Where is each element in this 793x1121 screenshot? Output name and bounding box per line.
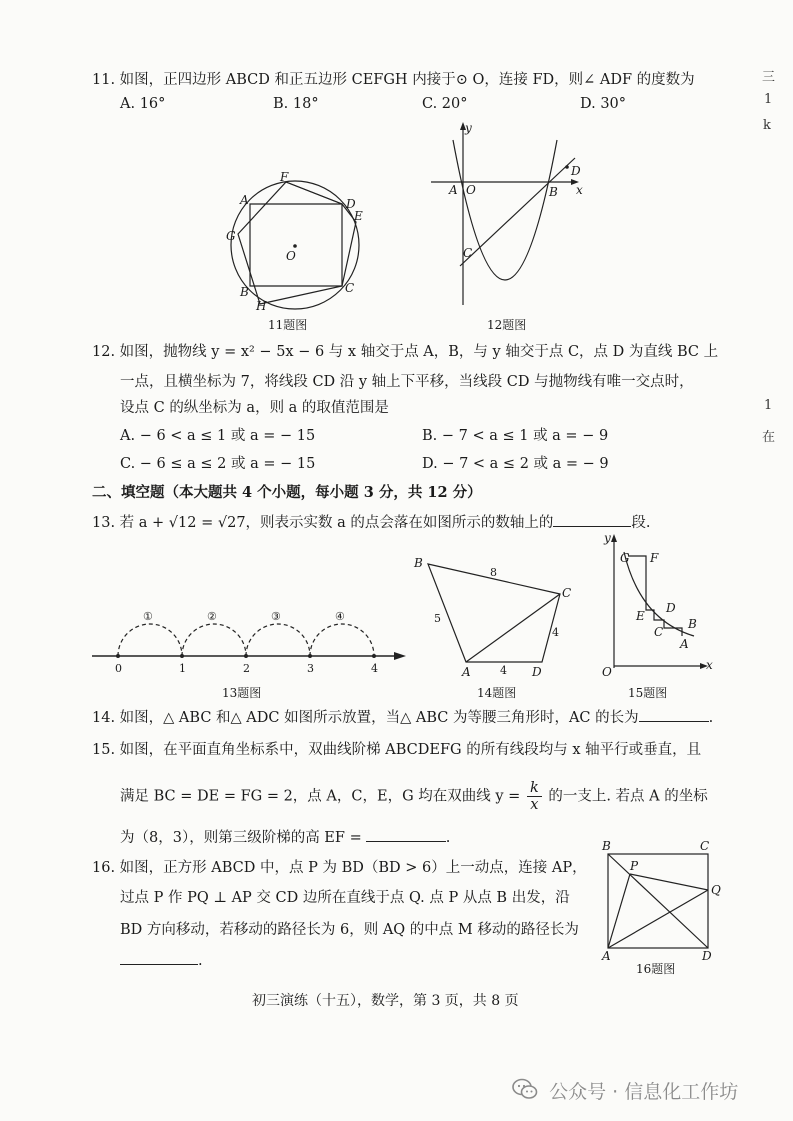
q13-text xyxy=(92,511,651,532)
q16-label-q: Q xyxy=(711,883,721,897)
q13-caption: 13题图 xyxy=(222,686,262,700)
q15-text-line3 xyxy=(120,826,450,847)
q14-length-ab: 5 xyxy=(434,612,441,625)
watermark-text: 公众号 · 信息化工作坊 xyxy=(549,1081,739,1103)
q14-label-b: B xyxy=(414,556,423,570)
watermark xyxy=(512,1077,738,1104)
q11-label-o: O xyxy=(286,249,296,263)
q11-label-h: H xyxy=(256,299,267,313)
q16-label-p: P xyxy=(630,859,639,873)
margin-char-5: 在 xyxy=(762,430,776,445)
margin-char-2: 1 xyxy=(764,92,773,107)
margin-char-3: k xyxy=(763,118,771,133)
q16-label-d: D xyxy=(702,949,712,963)
q13-tick-4: 4 xyxy=(371,662,378,675)
q11-option-c: C. 20° xyxy=(422,96,468,112)
q11-label-c: C xyxy=(345,281,355,295)
q11-option-a: A. 16° xyxy=(120,96,166,112)
q11-text: 11. 如图，正四边形 ABCD 和正五边形 CEFGH 内接于⊙ O，连接 FD，则∠ ADF 的度数为 xyxy=(92,72,695,88)
q16-text-line4-end: . xyxy=(198,953,203,969)
q13-tick-3: 3 xyxy=(307,662,314,675)
q14-length-cd: 4 xyxy=(552,626,559,639)
section-2-heading: 二、填空题（本大题共 4 个小题，每小题 3 分，共 12 分） xyxy=(92,484,482,501)
q11-label-a: A xyxy=(240,193,249,207)
q12-option-a: A. − 6 < a ≤ 1 或 a = − 15 xyxy=(120,428,316,444)
q14-label-a: A xyxy=(462,665,471,679)
q13-arc-label-3: ③ xyxy=(271,610,281,623)
q12-figure xyxy=(425,120,585,310)
q15-caption: 15题图 xyxy=(628,686,668,700)
q12-option-b: B. − 7 < a ≤ 1 或 a = − 9 xyxy=(422,428,609,444)
q12-option-c: C. − 6 ≤ a ≤ 2 或 a = − 15 xyxy=(120,456,316,472)
q15-label-c: C xyxy=(654,625,664,639)
q12-label-a: A xyxy=(449,183,458,197)
q13-figure xyxy=(88,608,408,678)
q14-text xyxy=(92,706,713,727)
q14-label-d: D xyxy=(532,665,542,679)
q13-arc-label-2: ② xyxy=(207,610,217,623)
q14-length-bc: 8 xyxy=(490,566,497,579)
q15-fraction xyxy=(527,780,542,813)
q12-label-b: B xyxy=(549,185,558,199)
q16-figure xyxy=(596,838,726,963)
q13-arc-label-1: ① xyxy=(143,610,153,623)
q16-label-a: A xyxy=(602,949,611,963)
q16-text-line2: 过点 P 作 PQ ⊥ AP 交 CD 边所在直线于点 Q. 点 P 从点 B 出发，沿 xyxy=(120,890,570,906)
q13-text-after: 段. xyxy=(631,515,651,531)
q12-label-x: x xyxy=(576,183,583,197)
q15-answer-blank[interactable] xyxy=(366,827,446,842)
q15-text-line2 xyxy=(120,780,708,813)
q14-text-main: 14. 如图，△ ABC 和△ ADC 如图所示放置，当△ ABC 为等腰三角形时，AC 的长为 xyxy=(92,710,639,726)
q14-caption: 14题图 xyxy=(477,686,517,700)
q12-label-o: O xyxy=(466,183,476,197)
q16-label-c: C xyxy=(700,839,710,853)
q15-label-o: O xyxy=(602,665,612,679)
q16-text-line1: 16. 如图，正方形 ABCD 中，点 P 为 BD（BD > 6）上一动点，连接 AP， xyxy=(92,860,587,876)
q14-text-end: . xyxy=(708,710,714,726)
q15-frac-num: k xyxy=(527,780,542,797)
margin-char-4: 1 xyxy=(764,398,773,413)
q15-label-y: y xyxy=(604,531,611,545)
q12-text-line3: 设点 C 的纵坐标为 a，则 a 的取值范围是 xyxy=(120,400,389,416)
wechat-icon xyxy=(512,1078,538,1104)
q13-arc-label-4: ④ xyxy=(335,610,345,623)
q16-label-b: B xyxy=(602,839,611,853)
margin-char-1: 三 xyxy=(762,70,776,85)
q12-label-y: y xyxy=(465,121,472,135)
q12-caption: 12题图 xyxy=(487,318,527,332)
q15-label-a: A xyxy=(680,637,689,651)
q16-text-line4 xyxy=(120,950,203,969)
q13-tick-1: 1 xyxy=(179,662,186,675)
q15-label-b: B xyxy=(688,617,697,631)
q15-label-g: G xyxy=(620,551,630,565)
q14-label-c: C xyxy=(562,586,572,600)
q11-label-f: F xyxy=(280,170,289,184)
q13-text-before: 13. 若 a + √12 = √27，则表示实数 a 的点会落在如图所示的数轴上的 xyxy=(92,515,554,531)
q15-text-line1: 15. 如图，在平面直角坐标系中，双曲线阶梯 ABCDEFG 的所有线段均与 x 轴平行或垂直，且 xyxy=(92,742,702,758)
q13-tick-0: 0 xyxy=(115,662,122,675)
q15-label-f: F xyxy=(650,551,659,565)
q11-figure xyxy=(218,168,378,328)
q11-label-e: E xyxy=(354,209,363,223)
q12-text-line2: 一点，且横坐标为 7，将线段 CD 沿 y 轴上下平移，当线段 CD 与抛物线有唯一交点时， xyxy=(120,374,694,390)
q15-text-line3-b: . xyxy=(445,830,451,846)
q15-text-line2-a: 满足 BC = DE = FG = 2，点 A，C，E，G 均在双曲线 y = xyxy=(120,788,521,805)
q15-label-e: E xyxy=(636,609,645,623)
q13-tick-2: 2 xyxy=(243,662,250,675)
q16-answer-blank[interactable] xyxy=(120,950,198,965)
q16-text-line3: BD 方向移动，若移动的路径长为 6，则 AQ 的中点 M 移动的路径长为 xyxy=(120,922,579,938)
q11-option-d: D. 30° xyxy=(580,96,627,112)
q12-option-d: D. − 7 < a ≤ 2 或 a = − 9 xyxy=(422,456,609,472)
q11-label-b: B xyxy=(240,285,249,299)
q12-label-c: C xyxy=(463,246,473,260)
q16-caption: 16题图 xyxy=(636,962,676,976)
q15-label-x: x xyxy=(706,658,713,672)
q15-label-d: D xyxy=(666,601,676,615)
q15-figure xyxy=(596,530,716,680)
q15-text-line3-a: 为（8，3），则第三级阶梯的高 EF = xyxy=(120,830,362,846)
q14-answer-blank[interactable] xyxy=(639,707,709,722)
q12-label-d: D xyxy=(571,164,581,178)
q12-text-line1: 12. 如图，抛物线 y = x² − 5x − 6 与 x 轴交于点 A，B，与 y 轴交于点 C，点 D 为直线 BC 上 xyxy=(92,344,719,360)
q14-length-ad: 4 xyxy=(500,664,507,677)
q14-figure xyxy=(408,552,578,682)
q11-caption: 11题图 xyxy=(268,318,308,332)
q11-label-d: D xyxy=(346,197,356,211)
q11-option-b: B. 18° xyxy=(273,96,319,112)
page-footer: 初三演练（十五），数学，第 3 页，共 8 页 xyxy=(252,993,519,1009)
q15-frac-den: x xyxy=(530,797,539,813)
q11-label-g: G xyxy=(226,229,236,243)
q13-answer-blank[interactable] xyxy=(553,512,631,527)
q15-text-line2-b: 的一支上. 若点 A 的坐标 xyxy=(548,788,708,805)
